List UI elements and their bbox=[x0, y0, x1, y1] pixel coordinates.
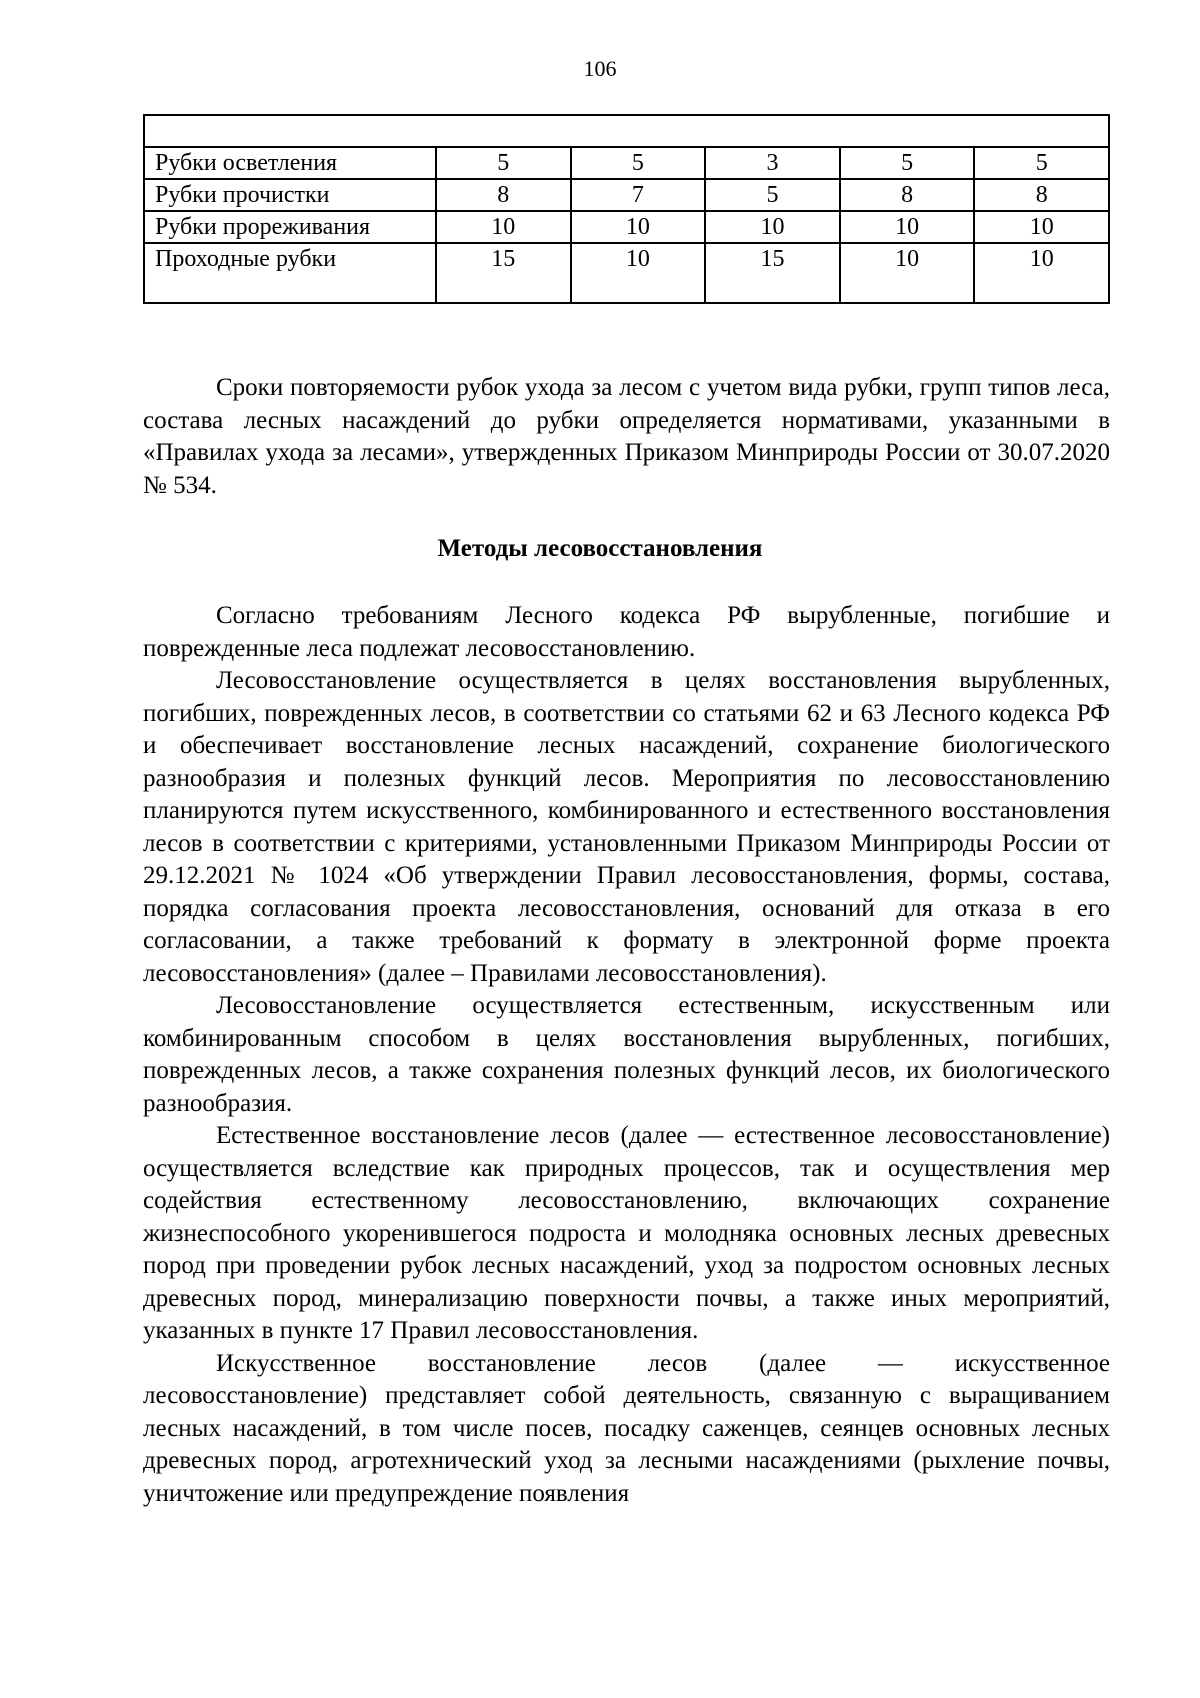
table-cell: 5 bbox=[705, 179, 840, 211]
table-header-cell bbox=[144, 115, 1109, 147]
table-cell: 10 bbox=[974, 211, 1109, 243]
table-cell: 10 bbox=[436, 211, 571, 243]
table-row bbox=[144, 179, 1109, 211]
table-row-name: Рубки прочистки bbox=[144, 179, 436, 211]
table-cell: 8 bbox=[436, 179, 571, 211]
table-cell: 10 bbox=[571, 211, 706, 243]
page-number: 106 bbox=[583, 56, 617, 81]
table-cell: 15 bbox=[705, 243, 840, 303]
cutting-frequency-table bbox=[143, 114, 1110, 304]
table-cell: 8 bbox=[974, 179, 1109, 211]
table-header-row bbox=[144, 115, 1109, 147]
table-cell: 10 bbox=[840, 211, 975, 243]
intro-text-block bbox=[143, 372, 1110, 502]
table-row-name: Рубки прореживания bbox=[144, 211, 436, 243]
table-cell: 10 bbox=[705, 211, 840, 243]
table-row-name: Рубки осветления bbox=[144, 147, 436, 179]
body-paragraph: Лесовосстановление осуществляется естественным, искусственным или комбинированным способом в целях восстановления вырубленных, погибших, поврежденных лесов, а также сохранения полезных функций лесов, их биологического разнообразия. bbox=[143, 992, 1110, 1117]
table-row-name: Проходные рубки bbox=[144, 243, 436, 303]
table-cell: 7 bbox=[571, 179, 706, 211]
body-paragraph: Естественное восстановление лесов (далее — естественное лесовосстановление) осуществляется вследствие как природных процессов, так и осуществления мер содействия естественному лесовосстановлению, включающих сохранение жизнеспособного укоренившегося подроста и молодняка основных лесных древесных пород при проведении рубок лесных насаждений, уход за подростом основных лесных древесных пород, минерализацию поверхности почвы, а также иных мероприятий, указанных в пункте 17 Правил лесовосстановления. bbox=[143, 1122, 1110, 1344]
table-cell: 10 bbox=[571, 243, 706, 303]
table-cell: 8 bbox=[840, 179, 975, 211]
table-row bbox=[144, 147, 1109, 179]
body-paragraph: Лесовосстановление осуществляется в целях восстановления вырубленных, погибших, поврежденных лесов, в соответствии со статьями 62 и 63 Лесного кодекса РФ и обеспечивает восстановление лесных насаждений, сохранение биологического разнообразия и полезных функций лесов. Мероприятия по лесовосстановлению планируются путем искусственного, комбинированного и естественного восстановления лесов в соответствии с критериями, установленными Приказом Минприроды России от 29.12.2021 № 1024 «Об утверждении Правил лесовосстановления, формы, состава, порядка согласования проекта лесовосстановления, оснований для отказа в его согласовании, а также требований к формату в электронной форме проекта лесовосстановления» (далее – Правилами лесовосстановления). bbox=[143, 667, 1110, 987]
intro-paragraph: Сроки повторяемости рубок ухода за лесом с учетом вида рубки, групп типов леса, состава лесных насаждений до рубки определяется нормативами, указанными в «Правилах ухода за лесами», утвержденных Приказом Минприроды России от 30.07.2020 № 534. bbox=[143, 374, 1110, 499]
body-paragraph: Искусственное восстановление лесов (далее — искусственное лесовосстановление) представляет собой деятельность, связанную с выращиванием лесных насаждений, в том числе посев, посадку саженцев, сеянцев основных лесных древесных пород, агротехнический уход за лесными насаждениями (рыхление почвы, уничтожение или предупреждение появления bbox=[143, 1349, 1110, 1507]
table-cell: 5 bbox=[436, 147, 571, 179]
body-paragraph: Согласно требованиям Лесного кодекса РФ вырубленные, погибшие и поврежденные леса подлежат лесовосстановлению. bbox=[143, 602, 1110, 662]
table-cell: 5 bbox=[571, 147, 706, 179]
table-cell: 5 bbox=[974, 147, 1109, 179]
table-cell: 15 bbox=[436, 243, 571, 303]
table-cell: 5 bbox=[840, 147, 975, 179]
section-body bbox=[143, 600, 1110, 1510]
table-row bbox=[144, 243, 1109, 303]
section-heading: Методы лесовосстановления bbox=[437, 535, 763, 562]
table-cell: 10 bbox=[840, 243, 975, 303]
table-row bbox=[144, 211, 1109, 243]
table-cell: 10 bbox=[974, 243, 1109, 303]
table-cell: 3 bbox=[705, 147, 840, 179]
